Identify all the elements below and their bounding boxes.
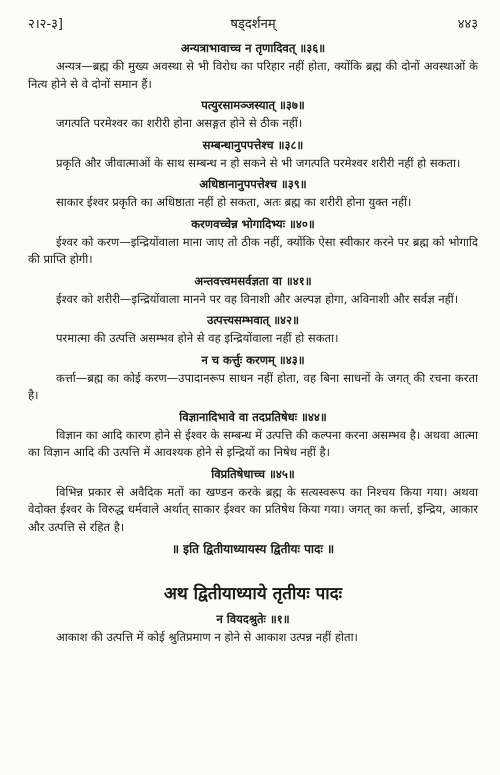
sutra-block-36 <box>28 41 478 93</box>
sutra-block-37 <box>28 98 478 133</box>
page-header <box>28 12 478 36</box>
sutra-heading: अन्यत्राभावाच्च न तृणादिवत् ॥३६॥ <box>180 41 326 55</box>
commentary-text: विभिन्न प्रकार से अवैदिक मतों का खण्डन करके ब्रह्म के सत्यस्वरूप का निश्चय किया गया। अथवा वेदोक्त ईश्वर के विरुद्ध धर्मवाले अर्थात् साकार ईश्वर का प्रतिषेध किया गया। जगत् का कर्त्ता, इन्द्रिय, आकार और उत्पत्ति से रहित है। <box>28 484 478 534</box>
chapter-heading: अथ द्वितीयाध्याये तृतीयः पादः <box>163 584 343 604</box>
sutra-heading: अन्तवत्त्वमसर्वज्ञता वा ॥४१॥ <box>194 273 312 288</box>
commentary-text: परमात्मा की उत्पत्ति असम्भव होने से वह इन्द्रियोंवाला नहीं हो सकता। <box>56 331 339 345</box>
sutra-block-41 <box>28 274 478 309</box>
sutra-block-42 <box>28 313 478 348</box>
commentary-text: जगत्पति परमेश्वर का शरीरी होना असङ्गत होने से ठीक नहीं। <box>56 116 303 130</box>
sutra-heading: सम्बन्धानुपपत्तेश्च ॥३८॥ <box>202 137 304 152</box>
commentary-text: विज्ञान का आदि कारण होने से ईश्वर के सम्बन्ध में उत्पत्ति की कल्पना करना असम्भव है। अथवा आत्मा का विज्ञान आदि की उत्पत्ति में आवश्यक होने से इन्द्रियों का निषेध नहीं है। <box>28 427 478 459</box>
commentary-text: कर्त्ता—ब्रह्म का कोई करण—उपादानरूप साधन नहीं होता, वह बिना साधनों के जगत् की रचना करता है। <box>28 370 478 402</box>
sutra-block-45 <box>28 467 478 537</box>
sutra-block-40 <box>28 217 478 269</box>
sutra-heading: न च कर्त्तुः करणम् ॥४३॥ <box>201 352 305 367</box>
sutra-block-39 <box>28 177 478 212</box>
commentary-text: अन्यत्र—ब्रह्म की मुख्य अवस्था से भी विरोध का परिहार नहीं होता, क्योंकि ब्रह्म की दोनों अवस्थाओं के नित्य होने से वे दोनों समान हैं। <box>28 59 478 91</box>
commentary-text: प्रकृति और जीवात्माओं के साथ सम्बन्ध न हो सकने से भी जगत्पति परमेश्वर शरीरी नहीं हो सकता। <box>56 155 461 170</box>
commentary-text: आकाश की उत्पत्ति में कोई श्रुतिप्रमाण न होने से आकाश उत्पन्न नहीं होता। <box>56 630 358 644</box>
sutra-heading: न वियदश्रुतेः ॥१॥ <box>216 612 290 626</box>
sutra-block-43 <box>28 353 478 405</box>
sutra-block-44 <box>28 410 478 462</box>
commentary-text: ईश्वर को करण—इन्द्रियोंवाला माना जाए तो ठीक नहीं, क्योंकि ऐसा स्वीकार करने पर ब्रह्म को भोगादि की प्राप्ति होगी। <box>28 234 478 266</box>
sutra-heading: विज्ञानादिभावे वा तदप्रतिषेधः ॥४४॥ <box>179 409 327 424</box>
page-number: ४४३ <box>457 17 478 32</box>
sutra-block-next-1 <box>28 612 478 647</box>
running-title: षड्दर्शनम् <box>230 17 276 32</box>
sutra-heading: विप्रतिषेधाच्च ॥४५॥ <box>211 466 295 481</box>
commentary-text: ईश्वर को शरीरी—इन्द्रियोंवाला मानने पर वह विनाशी और अल्पज्ञ होगा, अविनाशी और सर्वज्ञ नहीं। <box>56 291 459 306</box>
sutra-block-38 <box>28 138 478 173</box>
sutra-heading: करणवच्चेन्न भोगादिभ्यः ॥४०॥ <box>191 216 315 231</box>
sutra-heading: पत्युरसामञ्जस्यात् ॥३७॥ <box>201 98 305 112</box>
sutra-heading: उत्पत्त्यसम्भवात् ॥४२॥ <box>207 313 299 327</box>
section-closing-line: ॥ इति द्वितीयाध्यायस्य द्वितीयः पादः ॥ <box>171 542 335 556</box>
commentary-text: साकार ईश्वर प्रकृति का अधिष्ठाता नहीं हो सकता, अतः ब्रह्म का शरीरी होना युक्त नहीं। <box>56 195 412 209</box>
sutra-heading: अधिष्ठानानुपपत्तेश्च ॥३९॥ <box>199 177 307 191</box>
section-number: २।२-३] <box>28 17 63 32</box>
